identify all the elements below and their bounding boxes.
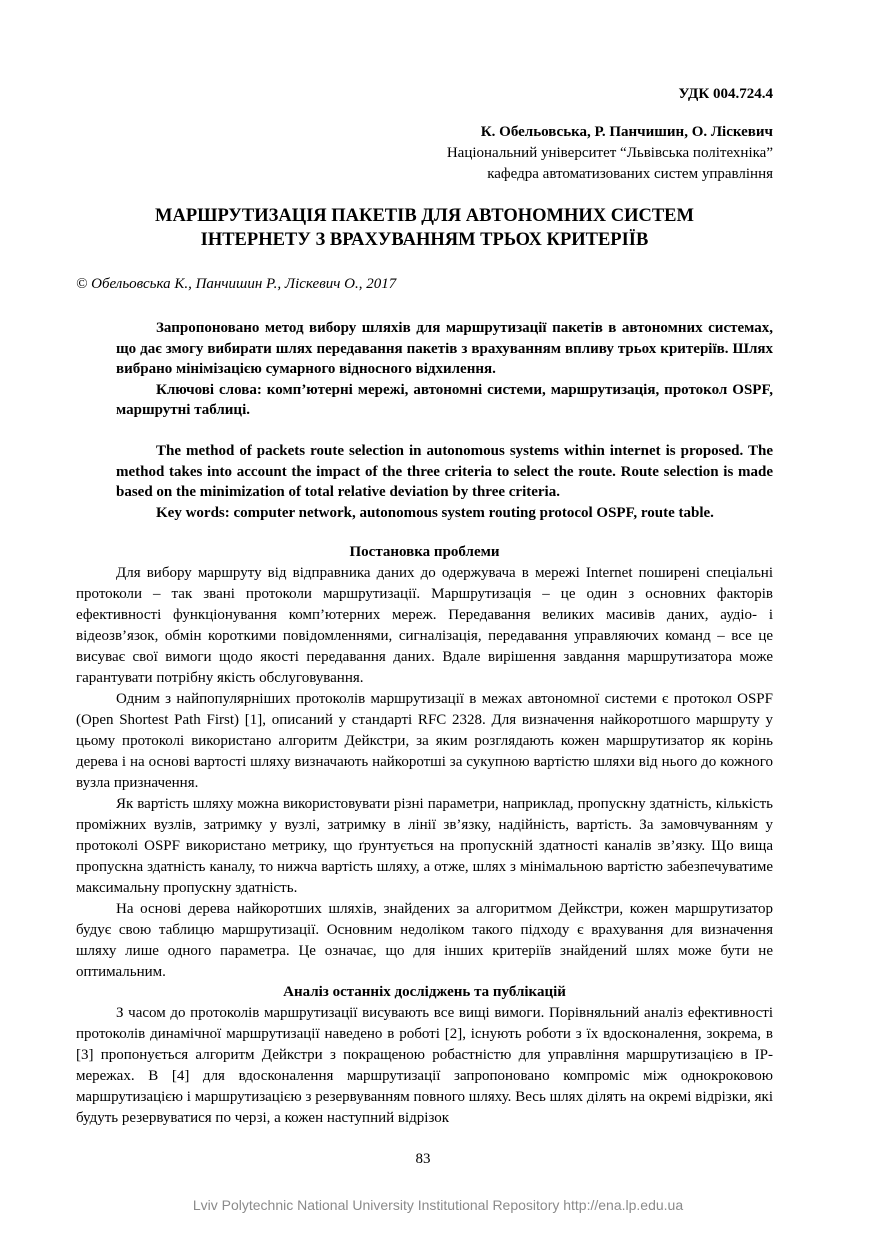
section-heading: Аналіз останніх досліджень та публікацій: [283, 984, 566, 1000]
paper-title: [76, 204, 773, 252]
paragraph: На основі дерева найкоротших шляхів, знайдених за алгоритмом Дейкстри, кожен маршрутизатор будує свою таблицю маршрутизації. Основним недоліком такого підходу є врахування для визначення шляху лише одного параметра. Це означає, що для інших критеріїв знайдений шлях може бути не оптимальним.: [76, 901, 773, 980]
abstract-ua-text: Запропоновано метод вибору шляхів для маршрутизації пакетів в автономних системах, що дає змогу вибирати шлях передавання пакетів з врахуванням впливу трьох критеріїв. Шлях вибрано мінімізацією сумарного відносного відхилення.: [116, 320, 773, 377]
section-heading: Постановка проблеми: [349, 544, 500, 560]
title-line-1: МАРШРУТИЗАЦІЯ ПАКЕТІВ ДЛЯ АВТОНОМНИХ СИСТЕМ: [155, 206, 694, 226]
title-line-2: ІНТЕРНЕТУ З ВРАХУВАННЯМ ТРЬОХ КРИТЕРІЇВ: [200, 230, 649, 250]
paragraph: З часом до протоколів маршрутизації висувають все вищі вимоги. Порівняльний аналіз ефективності протоколів динамічної маршрутизації наведено в роботі [2], існують роботи з їх вдосконалення, зокрема, в [3] пропонується алгоритм Дейкстри з покращеною робастністю для управління маршрутизацією в IP-мережах. В [4] для вдосконалення маршрутизації запропоновано компроміс між однокроковою маршрутизацією і маршрутизацією з резервуванням повного шляху. Весь шлях ділять на окремі відрізки, які будуть резервуватися по черзі, а кожен наступний відрізок: [76, 1005, 773, 1126]
abstract-english: [116, 441, 773, 523]
paragraph: Одним з найпопулярніших протоколів маршрутизації в межах автономної системи є протокол OSPF (Open Shortest Path First) [1], описаний у стандарті RFC 2328. Для визначення найкоротшого маршруту у цьому протоколі використано алгоритм Дейкстри, за яким розглядають кожен маршрутизатор як корінь дерева і на основі вартості шляху визначають найкоротші за сукупною вартістю шляхи від нього до кожного вузла призначення.: [76, 691, 773, 791]
udk-code: УДК 004.724.4: [678, 86, 773, 102]
copyright-line: © Обельовська К., Панчишин Р., Ліскевич О., 2017: [76, 276, 397, 292]
section-problem-statement: [76, 542, 773, 983]
section-literature-review: [76, 982, 773, 1129]
abstract-ua-keywords: Ключові слова: комп’ютерні мережі, автономні системи, маршрутизація, протокол OSPF, маршрутні таблиці.: [116, 381, 773, 418]
repository-footer: Lviv Polytechnic National University Institutional Repository http://ena.lp.edu.ua: [192, 1197, 684, 1213]
author-block: [447, 122, 773, 185]
abstract-ukrainian: [116, 318, 773, 421]
abstract-en-keywords: Key words: computer network, autonomous system routing protocol OSPF, route table.: [156, 504, 714, 521]
page-number: 83: [415, 1151, 431, 1167]
paragraph: Для вибору маршруту від відправника даних до одержувача в мережі Internet поширені спеціальні протоколи – так звані протоколи маршрутизації. Маршрутизація – це один з основних факторів ефективності функціонування комп’ютерних мереж. Передавання великих масивів даних, аудіо- і відеозв’язок, обмін короткими повідомленнями, сигналізація, передавання управляючих команд – все це висуває свої вимоги щодо якості передавання даних. Вдале вирішення завдання маршрутизатора може гарантувати потрібну якість обслуговування.: [76, 565, 773, 686]
university-name: Національний університет “Львівська політехніка”: [446, 145, 773, 161]
abstract-en-text: The method of packets route selection in autonomous systems within internet is proposed. The method takes into account the impact of the three criteria to select the route. Route selection is made based on the minimization of total relative deviation by three criteria.: [116, 443, 773, 500]
author-names: К. Обельовська, Р. Панчишин, О. Ліскевич: [480, 124, 773, 140]
paragraph: Як вартість шляху можна використовувати різні параметри, наприклад, пропускну здатність, кількість проміжних вузлів, затримку у вузлі, затримку в лінії зв’язку, надійність, вартість. За замовчуванням у протоколі OSPF використано метрику, що ґрунтується на пропускній здатності каналів зв’язку. Що вища пропускна здатність каналу, то нижча вартість шляху, а отже, шлях з мінімальною вартістю забезпечуватиме максимальну пропускну здатність.: [76, 796, 773, 896]
department-name: кафедра автоматизованих систем управління: [487, 166, 773, 182]
